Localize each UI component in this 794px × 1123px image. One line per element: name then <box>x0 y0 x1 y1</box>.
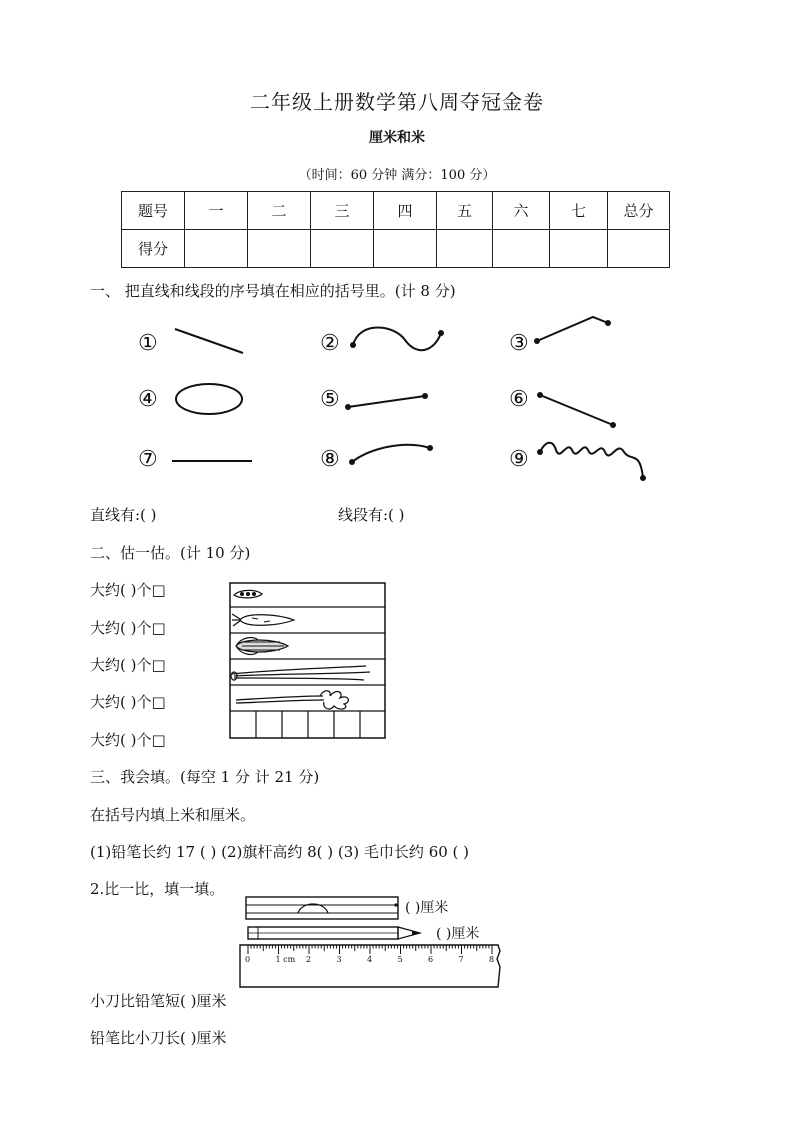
pencil-length-blank[interactable]: ( )厘米 <box>436 926 480 942</box>
marker-9: ⑨ <box>509 447 529 472</box>
figure-6-endpoint <box>610 422 616 428</box>
ruler-tick-label: 6 <box>428 955 434 964</box>
figure-5-segment <box>348 396 425 407</box>
marker-3: ③ <box>509 331 529 356</box>
figure-2-endpoint <box>438 330 444 336</box>
section1-heading: 一、 把直线和线段的序号填在相应的括号里。(计 8 分) <box>90 282 456 300</box>
estimate-row-4[interactable]: 大约( )个□ <box>90 693 166 711</box>
line-figures <box>0 0 794 500</box>
ruler-tick-label: 5 <box>397 955 403 964</box>
estimate-row-5[interactable]: 大约( )个□ <box>90 731 166 749</box>
ruler-tick-label: 0 <box>245 955 251 964</box>
fill-in-line[interactable]: (1)铅笔长约 17 ( ) (2)旗杆高约 8( ) (3) 毛巾长约 60 ( ) <box>90 843 470 861</box>
ruler-tick-label: 2 <box>306 955 312 964</box>
figure-9-endpoint <box>537 449 543 455</box>
celery-icon <box>236 691 348 709</box>
figure-3-polyline <box>537 317 608 341</box>
compare-heading: 2.比一比，填一填。 <box>90 880 225 898</box>
section2-heading: 二、估一估。(计 10 分) <box>90 544 251 562</box>
marker-2: ② <box>320 331 340 356</box>
table-cell: 一 <box>185 192 248 230</box>
figure-8-endpoint <box>349 459 355 465</box>
ruler-tick-label: 4 <box>367 955 373 964</box>
estimate-row-3[interactable]: 大约( )个□ <box>90 656 166 674</box>
figure-5-endpoint <box>422 393 428 399</box>
marker-6: ⑥ <box>509 387 529 412</box>
table-cell: 三 <box>311 192 374 230</box>
figure-8-endpoint <box>427 445 433 451</box>
knife-icon <box>246 897 398 919</box>
marker-4: ④ <box>138 387 158 412</box>
ruler-figure <box>236 893 506 993</box>
estimate-figure <box>228 582 388 742</box>
ruler-tick-label: 8 <box>489 955 495 964</box>
section3-instruction: 在括号内填上米和厘米。 <box>90 806 256 824</box>
table-cell: 题号 <box>122 192 185 230</box>
table-cell: 得分 <box>122 230 185 268</box>
marker-8: ⑧ <box>320 447 340 472</box>
table-cell: 五 <box>437 192 493 230</box>
figure-6-segment <box>540 395 613 425</box>
ruler-tick-label: 3 <box>336 955 342 964</box>
page-subtitle: 厘米和米 <box>369 130 425 146</box>
answer-straight-lines[interactable]: 直线有:( ) <box>90 506 157 524</box>
ruler-tick-label: 7 <box>458 955 464 964</box>
section3-heading: 三、我会填。(每空 1 分 计 21 分) <box>90 768 320 786</box>
figure-1-line <box>175 329 243 353</box>
table-cell: 总分 <box>608 192 670 230</box>
table-cell: 四 <box>374 192 437 230</box>
figure-2-curve <box>353 328 441 351</box>
table-cell: 二 <box>248 192 311 230</box>
table-cell: 六 <box>493 192 550 230</box>
figure-5-endpoint <box>345 404 351 410</box>
figure-6-endpoint <box>537 392 543 398</box>
estimate-row-2[interactable]: 大约( )个□ <box>90 619 166 637</box>
figure-3-endpoint <box>534 338 540 344</box>
knife-length-blank[interactable]: ( )厘米 <box>405 900 449 916</box>
figure-9-endpoint <box>640 475 646 481</box>
peapod-icon <box>234 590 262 598</box>
marker-1: ① <box>138 331 158 356</box>
ruler-tick-label: 1 cm <box>275 955 296 964</box>
estimate-row-1[interactable]: 大约( )个□ <box>90 581 166 599</box>
figure-4-ellipse <box>176 384 242 414</box>
figure-2-endpoint <box>350 342 356 348</box>
carrot-icon <box>232 614 294 626</box>
figure-8-curve <box>352 445 430 462</box>
figure-9-wavy <box>540 443 643 478</box>
figure-3-endpoint <box>605 320 611 326</box>
question-pencil-longer[interactable]: 铅笔比小刀长( )厘米 <box>90 1029 227 1047</box>
time-score-note: （时间：60 分钟 满分：100 分） <box>298 168 496 183</box>
answer-line-segments[interactable]: 线段有:( ) <box>338 506 405 524</box>
corn-icon <box>236 638 288 655</box>
marker-5: ⑤ <box>320 387 340 412</box>
marker-7: ⑦ <box>138 447 158 472</box>
table-cell: 七 <box>550 192 608 230</box>
question-knife-shorter[interactable]: 小刀比铅笔短( )厘米 <box>90 992 227 1010</box>
page-title: 二年级上册数学第八周夺冠金卷 <box>250 90 544 114</box>
ruler-icon <box>240 945 500 987</box>
green-onion-icon <box>231 666 370 680</box>
pencil-icon <box>248 927 420 939</box>
unit-squares <box>256 711 360 738</box>
